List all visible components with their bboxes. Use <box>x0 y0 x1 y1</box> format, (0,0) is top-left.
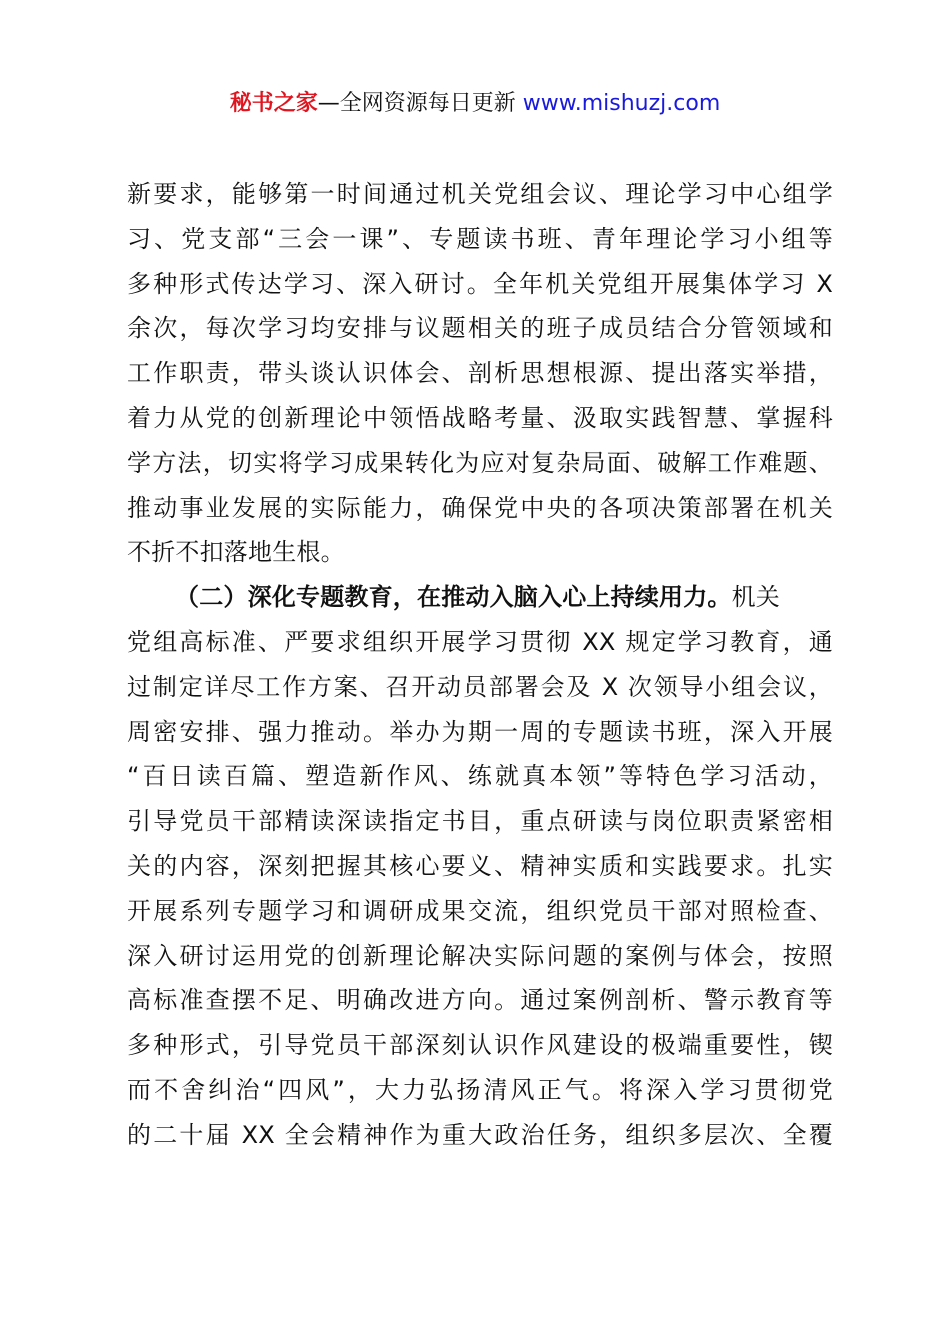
text-line: 学方法，切实将学习成果转化为应对复杂局面、破解工作难题、 <box>127 448 833 477</box>
text-line: 新要求，能够第一时间通过机关党组会议、理论学习中心组学 <box>127 180 833 208</box>
text-line: 习、党支部“三会一课”、专题读书班、青年理论学习小组等 <box>127 224 833 253</box>
text-line: 引导党员干部精读深读指定书目，重点研读与岗位职责紧密相 <box>127 807 833 836</box>
document-body <box>127 172 833 1158</box>
text-line: 的二十届 XX 全会精神作为重大政治任务，组织多层次、全覆 <box>127 1120 833 1149</box>
text-line: 开展系列专题学习和调研成果交流，组织党员干部对照检查、 <box>127 896 833 925</box>
text-line: 周密安排、强力推动。举办为期一周的专题读书班，深入开展 <box>127 717 833 746</box>
header-tagline: —全网资源每日更新 <box>317 91 523 116</box>
text-line: 而不舍纠治“四风”，大力弘扬清风正气。将深入学习贯彻党 <box>127 1075 833 1104</box>
text-line: 余次，每次学习均安排与议题相关的班子成员结合分管领域和 <box>127 314 833 343</box>
text-line: 着力从党的创新理论中领悟战略考量、汲取实践智慧、掌握科 <box>127 403 833 432</box>
text-line: 深入研讨运用党的创新理论解决实际问题的案例与体会，按照 <box>127 941 833 970</box>
text-line: 高标准查摆不足、明确改进方向。通过案例剖析、警示教育等 <box>127 986 833 1015</box>
text-line: 多种形式传达学习、深入研讨。全年机关党组开展集体学习 X <box>127 269 833 298</box>
text-line: 工作职责，带头谈认识体会、剖析思想根源、提出落实举措， <box>127 359 833 388</box>
brand-name: 秘书之家 <box>229 91 318 116</box>
text-line: 多种形式，引导党员干部深刻认识作风建设的极端重要性，锲 <box>127 1031 833 1060</box>
text-line: 推动事业发展的实际能力，确保党中央的各项决策部署在机关 <box>127 493 833 522</box>
section-heading: （二）深化专题教育，在推动入脑入心上持续用力。 <box>175 583 732 612</box>
paragraph-1 <box>127 172 833 575</box>
page-header <box>0 88 950 120</box>
text-line: 关的内容，深刻把握其核心要义、精神实质和实践要求。扎实 <box>127 851 833 880</box>
text-line: 过制定详尽工作方案、召开动员部署会及 X 次领导小组会议， <box>127 672 833 701</box>
text-line: 党组高标准、严要求组织开展学习贯彻 XX 规定学习教育，通 <box>127 627 833 656</box>
paragraph-2 <box>127 575 833 1157</box>
text-span: 机关 <box>731 583 781 612</box>
text-line: “百日读百篇、塑造新作风、练就真本领”等特色学习活动， <box>127 762 833 791</box>
text-line: 不折不扣落地生根。 <box>127 538 345 567</box>
section-heading-line <box>127 575 833 620</box>
site-url-link[interactable]: www.mishuzj.com <box>522 91 721 116</box>
